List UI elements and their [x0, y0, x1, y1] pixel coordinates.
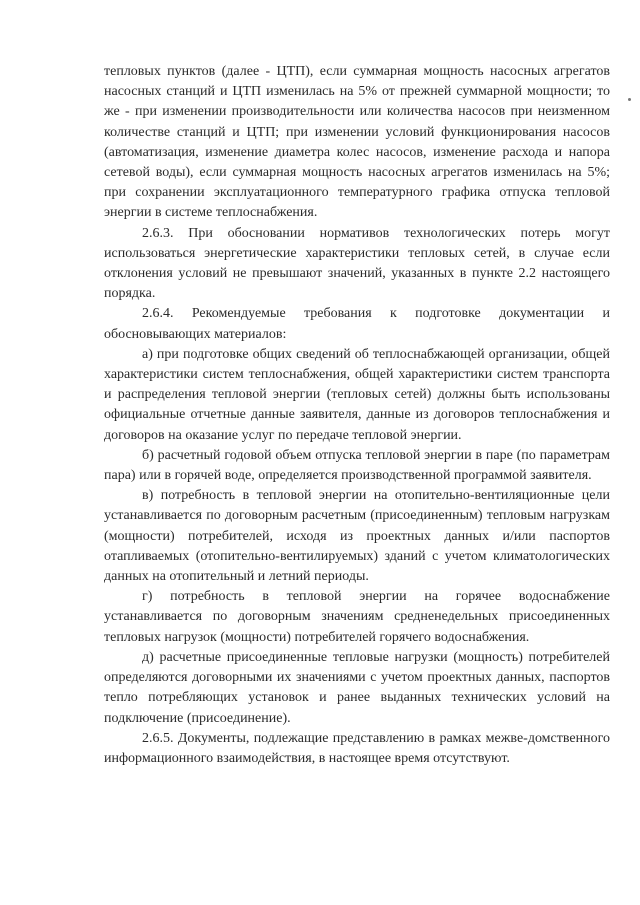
- paragraph-item-b: б) расчетный годовой объем отпуска тепловой энергии в паре (по параметрам пара) или в горячей воде, определяется производственной программой заявителя.: [104, 447, 610, 484]
- paragraph-2-6-4: 2.6.4. Рекомендуемые требования к подготовке документации и обосновывающих материалов:: [104, 306, 610, 342]
- scan-speck: [628, 98, 631, 101]
- paragraph-2-6-5: 2.6.5. Документы, подлежащие представлению в рамках межве-домственного информационного взаимодействия, в настоящее время отсутствуют.: [104, 730, 610, 766]
- paragraph-item-d: д) расчетные присоединенные тепловые нагрузки (мощность) потребителей определяются договорными их значениями с учетом проектных данных, паспортов тепло потребляющих установок и ранее выданных технических условий на подключение (присоединение).: [104, 649, 610, 726]
- paragraph-item-v: в) потребность в тепловой энергии на отопительно-вентиляционные цели устанавливается по договорным расчетным (присоединенным) тепловым нагрузкам (мощности) потребителей, исходя из проектных данных и/или паспортов отапливаемых (отопительно-вентилируемых) зданий с учетом климатологических данных на отопительный и летний периоды.: [104, 488, 610, 585]
- paragraph-item-a: а) при подготовке общих сведений об теплоснабжающей организации, общей характеристики систем теплоснабжения, общей характеристики систем транспорта и распределения тепловой энергии (тепловых сетей) должны быть использованы официальные отчетные данные заявителя, данные из договоров теплоснабжения и договоров на оказание услуг по передаче тепловой энергии.: [104, 346, 610, 443]
- document-page: [104, 62, 610, 769]
- paragraph-continuation: тепловых пунктов (далее - ЦТП), если суммарная мощность насосных агрегатов насосных станций и ЦТП изменилась на 5% от прежней суммарной мощности; то же - при изменении производительности или количества насосов при неизменном количестве станций и ЦТП; при изменении условий функционирования насосов (автоматизация, изменение диаметра колес насосов, изменение расхода и напора сетевой воды), если суммарная мощность насосных агрегатов изменилась на 5%; при сохранении эксплуатационного температурного графика отпуска тепловой энергии в системе теплоснабжения.: [104, 64, 610, 221]
- paragraph-2-6-3: 2.6.3. При обосновании нормативов технологических потерь могут использоваться энергетические характеристики тепловых сетей, в случае если отклонения условий не превышают значений, указанных в пункте 2.2 настоящего порядка.: [104, 225, 610, 302]
- paragraph-item-g: г) потребность в тепловой энергии на горячее водоснабжение устанавливается по договорным значениям средненедельных присоединенных тепловых нагрузок (мощности) потребителей горячего водоснабжения.: [104, 589, 610, 645]
